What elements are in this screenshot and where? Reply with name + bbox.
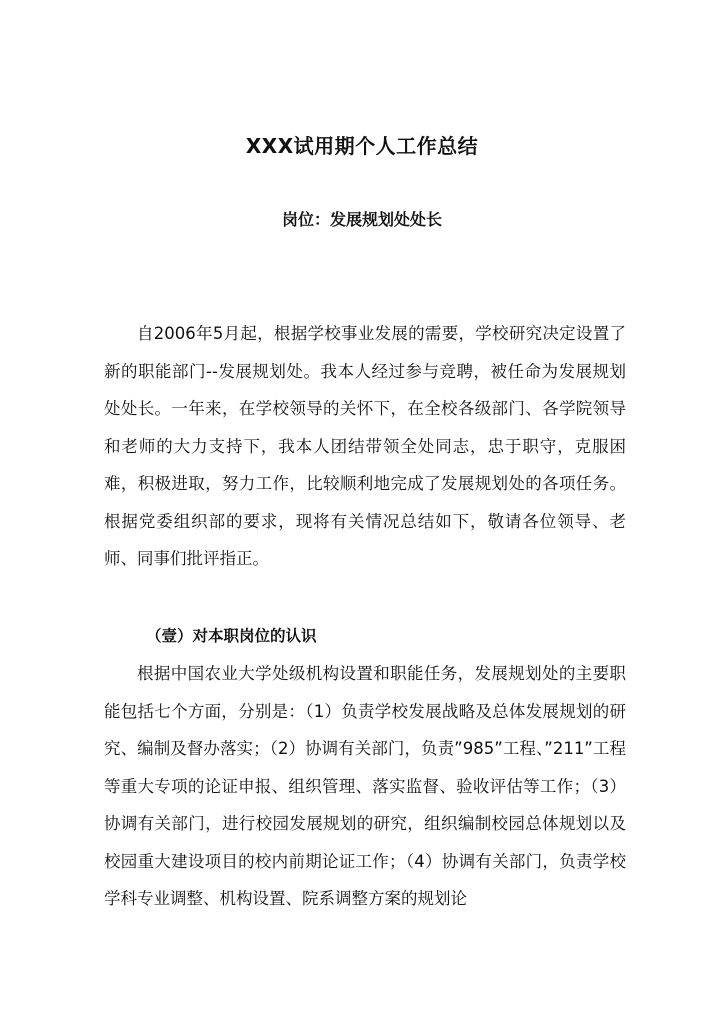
intro-paragraph: 自2006年5月起，根据学校事业发展的需要，学校研究决定设置了新的职能部门--发展规划处。我本人经过参与竞聘，被任命为发展规划处处长。一年来，在学校领导的关怀下，在全校各级部门、各学院领导和老师的大力支持下，我本人团结带领全处同志，忠于职守，克服困难，积极进取，努力工作，比较顺利地完成了发展规划处的各项任务。根据党委组织部的要求，现将有关情况总结如下，敬请各位领导、老师、同事们批评指正。 [104, 324, 626, 568]
document-subtitle: 岗位：发展规划处处长 [281, 210, 442, 229]
section-heading: （壹）对本职岗位的认识 [146, 627, 317, 645]
document-title: XXX试用期个人工作总结 [245, 134, 479, 158]
body-paragraph: 根据中国农业大学处级机构设置和职能任务，发展规划处的主要职能包括七个方面，分别是：（1）负责学校发展战略及总体发展规划的研究、编制及督办落实；（2）协调有关部门，负责”985”工程、”211”工程等重大专项的论证申报、组织管理、落实监督、验收评估等工作；（3）协调有关部门，进行校园发展规划的研究，组织编制校园总体规划以及校园重大建设项目的校内前期论证工作；（4）协调有关部门，负责学校学科专业调整、机构设置、院系调整方案的规划论 [104, 664, 626, 908]
